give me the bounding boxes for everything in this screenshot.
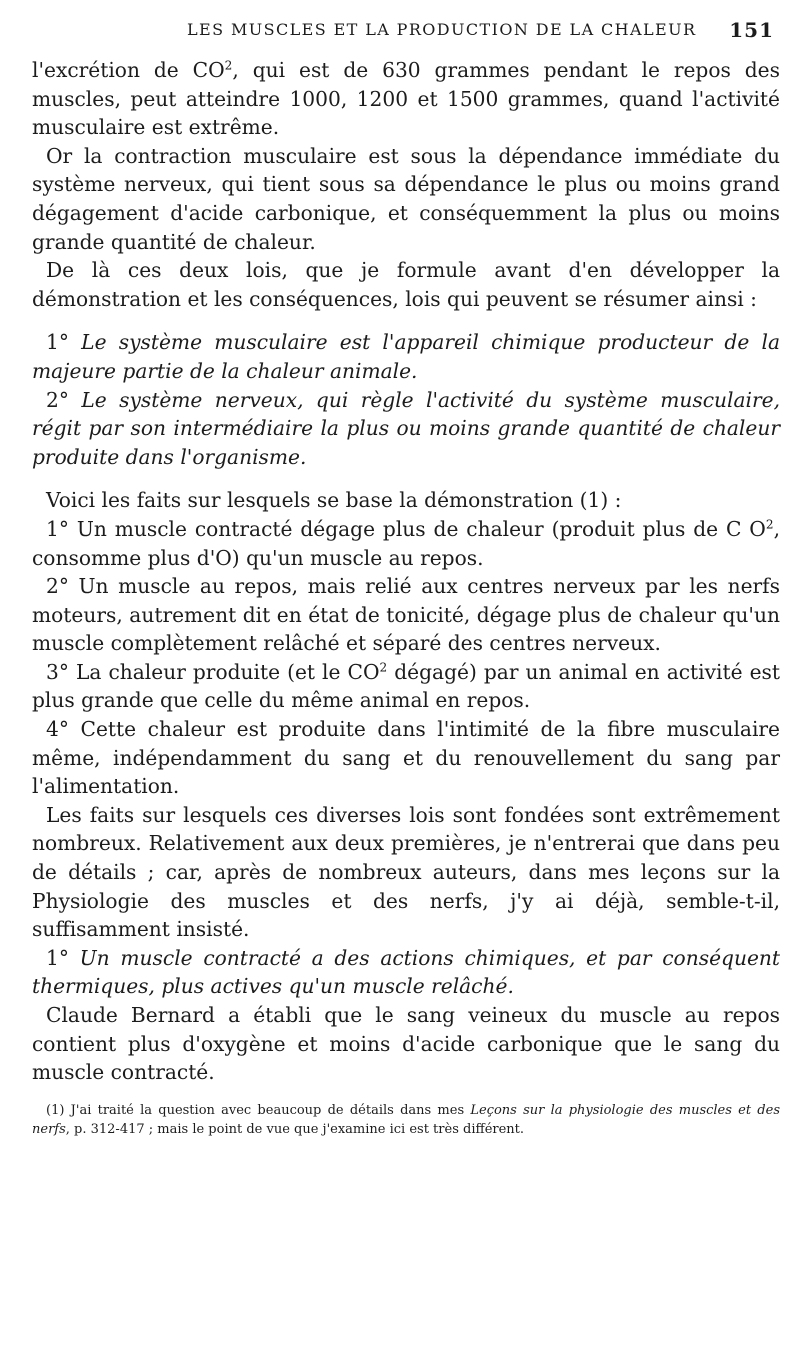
paragraph: Claude Bernard a établi que le sang veineux du muscle au repos contient plus d'oxygène et moins d'acide carbonique que le sang du muscle contracté. bbox=[32, 1003, 780, 1085]
law-statement: 1° Le système musculaire est l'appareil chimique producteur de la majeure partie de la chaleur animale. bbox=[32, 330, 780, 383]
body-text bbox=[32, 56, 780, 1087]
footnote: (1) J'ai traité la question avec beaucoup de détails dans mes Leçons sur la physiologie des muscles et des nerfs, p. 312-417 ; mais le point de vue que j'examine ici est très différent. bbox=[32, 1102, 780, 1137]
paragraph: Or la contraction musculaire est sous la dépendance immédiate du système nerveux, qui tient sous sa dépendance le plus ou moins grand dégagement d'acide carbonique, et conséquemment la plus ou moins grande quantité de chaleur. bbox=[32, 143, 780, 254]
paragraph: l'excrétion de $CO^2$, qui est de 630 grammes pendant le repos des muscles, peut atteindre 1000, 1200 et 1500 grammes, quand l'activité musculaire est extrême. bbox=[32, 58, 780, 140]
paragraph: De là ces deux lois, que je formule avant d'en développer la démonstration et les conséquences, lois qui peuvent se résumer ainsi : bbox=[32, 258, 780, 311]
running-title: LES MUSCLES ET LA PRODUCTION DE LA CHALEUR bbox=[187, 20, 697, 39]
section-heading: 1° Un muscle contracté a des actions chimiques, et par conséquent thermiques, plus actives qu'un muscle relâché. bbox=[32, 945, 781, 999]
page-number: 151 bbox=[729, 18, 774, 42]
fact-item: 4° Cette chaleur est produite dans l'intimité de la fibre musculaire même, indépendamment du sang et du renouvellement du sang par l'alimentation. bbox=[32, 717, 780, 799]
paragraph: Voici les faits sur lesquels se base la démonstration (1) : bbox=[46, 488, 622, 513]
fact-item: 3° La chaleur produite (et le $CO^2$ dégagé) par un animal en activité est plus grande que celle du même animal en repos. bbox=[32, 659, 780, 713]
fact-item: 2° Un muscle au repos, mais relié aux centres nerveux par les nerfs moteurs, autrement dit en état de tonicité, dégage plus de chaleur qu'un muscle complètement relâché et séparé des centres nerveux. bbox=[32, 574, 780, 656]
paragraph: Les faits sur lesquels ces diverses lois sont fondées sont extrêmement nombreux. Relativement aux deux premières, je n'entrerai que dans peu de détails ; car, après de nombreux auteurs, dans mes leçons sur la Physiologie des muscles et des nerfs, j'y ai déjà, semble-t-il, suffisamment insisté. bbox=[32, 802, 780, 942]
fact-item: 1° Un muscle contracté dégage plus de chaleur (produit plus de C $O^2$, consomme plus d'O) qu'un muscle au repos. bbox=[32, 516, 780, 570]
running-header bbox=[32, 20, 780, 56]
law-statement: 2° Le système nerveux, qui règle l'activité du système musculaire, régit par son intermédiaire la plus ou moins grande quantité de chaleur produite dans l'organisme. bbox=[32, 387, 780, 469]
